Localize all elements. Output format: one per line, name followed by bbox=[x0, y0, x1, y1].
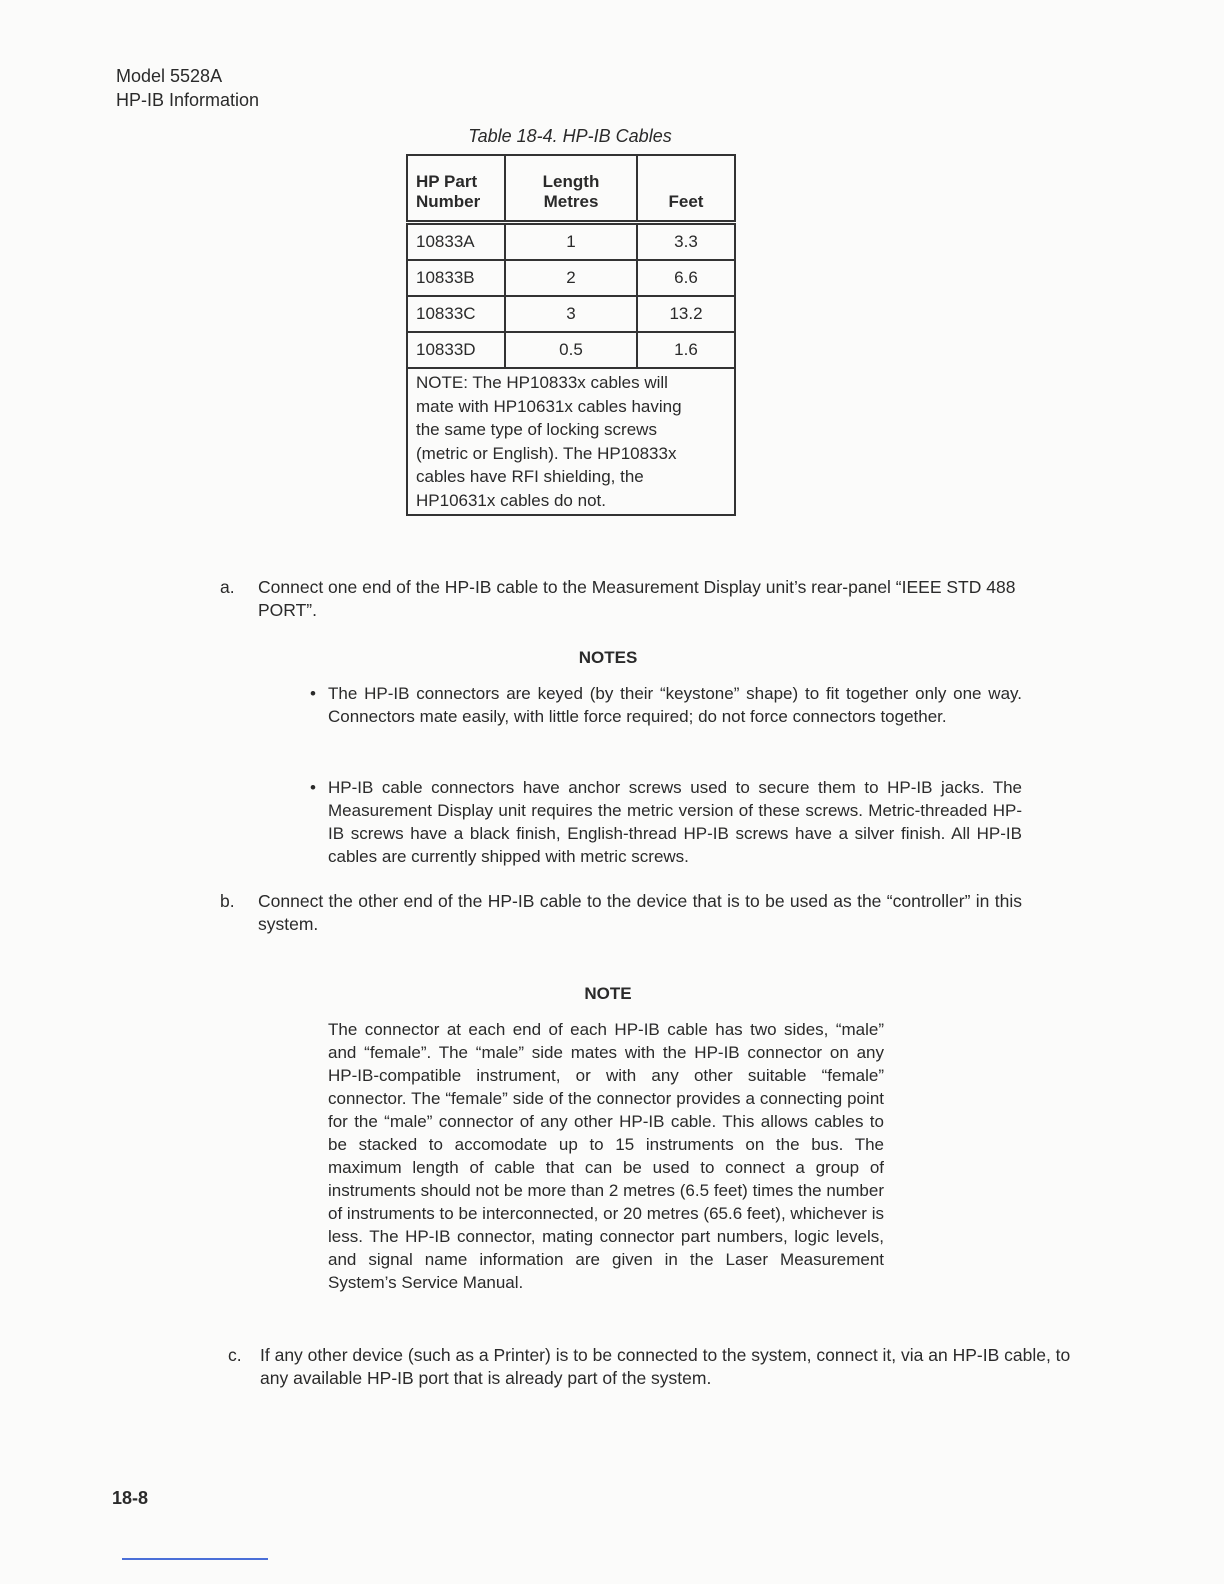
bullet-icon: • bbox=[310, 778, 316, 797]
cell-metres: 3 bbox=[505, 296, 637, 332]
header-length-metres: Length Metres bbox=[505, 155, 637, 223]
cell-metres: 1 bbox=[505, 223, 637, 261]
cell-part: 10833A bbox=[407, 223, 505, 261]
table-note bbox=[407, 368, 735, 515]
table-note-text: NOTE: The HP10833x cables will mate with HP10631x cables having the same type of locking screws (metric or English). The HP10833x cables have RFI shielding, the HP10631x cables do not. bbox=[416, 373, 682, 510]
step-b-text: Connect the other end of the HP-IB cable to the device that is to be used as the “controller” in this system. bbox=[258, 891, 1022, 934]
table-row bbox=[407, 223, 735, 261]
table-header-row bbox=[407, 155, 735, 223]
note-bullet-text: HP-IB cable connectors have anchor screws used to secure them to HP-IB jacks. The Measurement Display unit requires the metric version of these screws. Metric-threaded HP-IB screws have a black finish, English-thread HP-IB screws have a silver finish. All HP-IB cables are currently shipped with metric screws. bbox=[328, 778, 1022, 866]
step-a-text: Connect one end of the HP-IB cable to the Measurement Display unit’s rear-panel “IEEE STD 488 PORT”. bbox=[258, 577, 1016, 620]
step-b bbox=[220, 890, 1022, 936]
step-c-text: If any other device (such as a Printer) is to be connected to the system, connect it, via an HP-IB cable, to any available HP-IB port that is already part of the system. bbox=[260, 1345, 1071, 1388]
table-note-row bbox=[407, 368, 735, 515]
cell-part: 10833D bbox=[407, 332, 505, 368]
note-heading: NOTE bbox=[584, 984, 632, 1003]
cell-feet: 3.3 bbox=[637, 223, 735, 261]
cell-feet: 13.2 bbox=[637, 296, 735, 332]
cell-metres: 2 bbox=[505, 260, 637, 296]
table-caption: Table 18-4. HP-IB Cables bbox=[468, 126, 672, 146]
page-header bbox=[116, 64, 259, 112]
header-feet: Feet bbox=[637, 155, 735, 223]
table-row bbox=[407, 260, 735, 296]
cell-metres: 0.5 bbox=[505, 332, 637, 368]
cell-part: 10833B bbox=[407, 260, 505, 296]
notes-heading: NOTES bbox=[578, 648, 638, 667]
cell-part: 10833C bbox=[407, 296, 505, 332]
step-a bbox=[220, 576, 1022, 622]
step-a-mark: a. bbox=[220, 577, 235, 597]
step-b-mark: b. bbox=[220, 891, 235, 911]
table-row bbox=[407, 296, 735, 332]
header-part-number: HP Part Number bbox=[407, 155, 505, 223]
note-bullet-1 bbox=[310, 682, 1022, 728]
note-paragraph: The connector at each end of each HP-IB cable has two sides, “male” and “female”. The “male” side mates with the HP-IB connector on any HP-IB-compatible instrument, or with any other suitable “female” connector. The “female” side of the connector provides a connecting point for the “male” connector of any other HP-IB cable. This allows cables to be stacked to accomodate up to 15 instruments on the bus. The maximum length of cable that can be used to connect a group of instruments should not be more than 2 metres (6.5 feet) times the number of instruments to be interconnected, or 20 metres (65.6 feet), whichever is less. The HP-IB connector, mating connector part numbers, logic levels, and signal name information are given in the Laser Measurement System’s Service Manual. bbox=[328, 1020, 884, 1292]
model-label: Model 5528A bbox=[116, 66, 223, 86]
cell-feet: 6.6 bbox=[637, 260, 735, 296]
bottom-rule bbox=[122, 1558, 268, 1560]
hpib-cables-table bbox=[406, 154, 736, 516]
table-row bbox=[407, 332, 735, 368]
step-c bbox=[228, 1344, 1094, 1390]
bullet-icon: • bbox=[310, 684, 316, 703]
note-bullet-2 bbox=[310, 776, 1022, 868]
step-c-mark: c. bbox=[228, 1345, 242, 1365]
page-number: 18-8 bbox=[112, 1488, 149, 1508]
cell-feet: 1.6 bbox=[637, 332, 735, 368]
section-label: HP-IB Information bbox=[116, 90, 260, 110]
note-bullet-text: The HP-IB connectors are keyed (by their “keystone” shape) to fit together only one way. Connectors mate easily, with little force required; do not force connectors together. bbox=[328, 684, 1022, 726]
